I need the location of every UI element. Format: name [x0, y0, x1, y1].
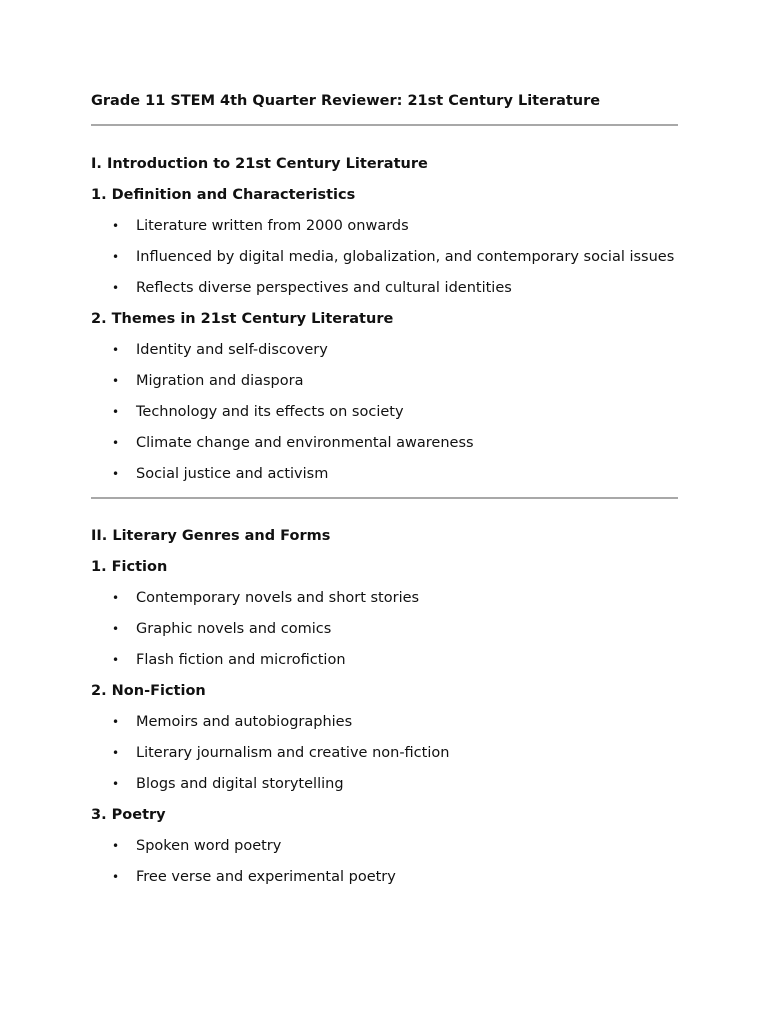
document-title: Grade 11 STEM 4th Quarter Reviewer: 21st Century Literature	[91, 93, 601, 109]
list-item	[91, 836, 678, 857]
list-item-text: Social justice and activism	[136, 466, 329, 482]
bullet-icon: •	[112, 343, 120, 357]
list-item-text: Literary journalism and creative non-fiction	[136, 745, 450, 761]
list-item	[91, 867, 678, 888]
bullet-icon: •	[112, 653, 120, 667]
list-item	[91, 402, 678, 423]
list-item	[91, 464, 678, 485]
bullet-icon: •	[112, 405, 120, 419]
bullet-icon: •	[112, 715, 120, 729]
subsection-heading: 1. Fiction	[91, 559, 168, 575]
bullet-icon: •	[112, 250, 120, 264]
list-item	[91, 340, 678, 361]
list-item-text: Flash fiction and microfiction	[136, 652, 346, 668]
list-item	[91, 774, 678, 795]
bullet-list	[91, 836, 678, 888]
list-item-text: Spoken word poetry	[136, 838, 282, 854]
list-item-text: Climate change and environmental awareness	[136, 435, 474, 451]
bullet-icon: •	[112, 591, 120, 605]
bullet-icon: •	[112, 281, 120, 295]
bullet-list	[91, 340, 678, 485]
list-item-text: Graphic novels and comics	[136, 621, 332, 637]
subsection-heading: 2. Non-Fiction	[91, 683, 206, 699]
bullet-icon: •	[112, 777, 120, 791]
list-item	[91, 588, 678, 609]
list-item	[91, 650, 678, 671]
bullet-icon: •	[112, 467, 120, 481]
list-item	[91, 371, 678, 392]
list-item-text: Migration and diaspora	[136, 373, 304, 389]
horizontal-rule	[91, 497, 678, 499]
bullet-icon: •	[112, 839, 120, 853]
list-item-text: Literature written from 2000 onwards	[136, 218, 409, 234]
list-item-text: Contemporary novels and short stories	[136, 590, 420, 606]
subsection-heading: 2. Themes in 21st Century Literature	[91, 311, 394, 327]
bullet-icon: •	[112, 870, 120, 884]
bullet-list	[91, 588, 678, 671]
list-item	[91, 433, 678, 454]
bullet-icon: •	[112, 746, 120, 760]
bullet-list	[91, 712, 678, 795]
bullet-icon: •	[112, 374, 120, 388]
list-item	[91, 278, 678, 299]
subsection-heading: 1. Definition and Characteristics	[91, 187, 356, 203]
list-item	[91, 247, 678, 268]
list-item-text: Identity and self-discovery	[136, 342, 328, 358]
bullet-icon: •	[112, 436, 120, 450]
list-item-text: Free verse and experimental poetry	[136, 869, 396, 885]
list-item-text: Reflects diverse perspectives and cultural identities	[136, 280, 512, 296]
bullet-list	[91, 216, 678, 299]
bullet-icon: •	[112, 622, 120, 636]
list-item	[91, 712, 678, 733]
list-item	[91, 619, 678, 640]
list-item-text: Blogs and digital storytelling	[136, 776, 344, 792]
list-item-text: Memoirs and autobiographies	[136, 714, 353, 730]
list-item-text: Influenced by digital media, globalization, and contemporary social issues	[136, 249, 675, 265]
horizontal-rule	[91, 124, 678, 126]
list-item-text: Technology and its effects on society	[136, 404, 404, 420]
subsection-heading: 3. Poetry	[91, 807, 166, 823]
list-item	[91, 743, 678, 764]
bullet-icon: •	[112, 219, 120, 233]
section-heading: II. Literary Genres and Forms	[91, 528, 331, 544]
list-item	[91, 216, 678, 237]
document-page	[91, 91, 678, 888]
section-heading: I. Introduction to 21st Century Literature	[91, 156, 428, 172]
